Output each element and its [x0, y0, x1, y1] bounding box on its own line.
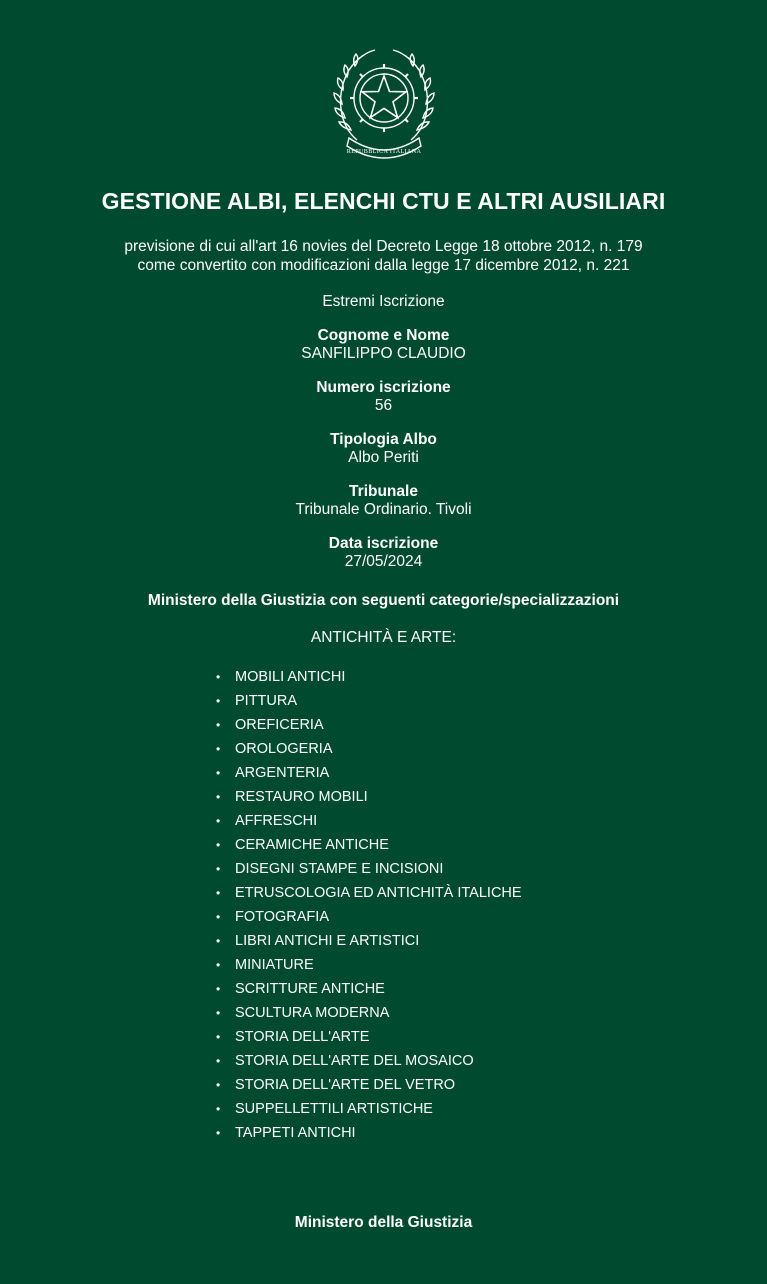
bullet-icon: •	[216, 1054, 221, 1068]
list-item	[216, 881, 716, 905]
bullet-icon: •	[216, 1030, 221, 1044]
list-item	[216, 929, 716, 953]
svg-text:REPUBBLICA ITALIANA: REPUBBLICA ITALIANA	[346, 148, 421, 155]
list-item-label: ARGENTERIA	[235, 765, 330, 781]
bullet-icon: •	[216, 1006, 221, 1020]
list-item-label: MOBILI ANTICHI	[235, 669, 346, 685]
field-label: Numero iscrizione	[316, 379, 451, 396]
list-item	[216, 977, 716, 1001]
field-value: SANFILIPPO CLAUDIO	[301, 345, 466, 362]
list-item	[216, 785, 716, 809]
footer-ministero: Ministero della Giustizia	[294, 1214, 473, 1231]
field-label: Tipologia Albo	[330, 431, 437, 448]
list-item-label: FOTOGRAFIA	[235, 909, 329, 925]
field-value: Tribunale Ordinario. Tivoli	[295, 501, 472, 518]
list-item	[216, 689, 716, 713]
bullet-icon: •	[216, 742, 221, 756]
list-item	[216, 833, 716, 857]
bullet-icon: •	[216, 766, 221, 780]
list-item-label: SUPPELLETTILI ARTISTICHE	[235, 1101, 433, 1117]
list-item-label: SCRITTURE ANTICHE	[235, 981, 385, 997]
list-item	[216, 665, 716, 689]
list-item-label: AFFRESCHI	[235, 813, 318, 829]
bullet-icon: •	[216, 934, 221, 948]
categories-heading: Ministero della Giustizia con seguenti categorie/specializzazioni	[147, 592, 620, 609]
bullet-icon: •	[216, 814, 221, 828]
list-item	[216, 1097, 716, 1121]
list-item-label: STORIA DELL'ARTE	[235, 1029, 370, 1045]
list-item	[216, 1121, 716, 1145]
list-item-label: ETRUSCOLOGIA ED ANTICHITÀ ITALICHE	[235, 885, 522, 901]
field-data-iscrizione	[0, 535, 767, 571]
list-item-label: STORIA DELL'ARTE DEL VETRO	[235, 1077, 456, 1093]
list-item-label: SCULTURA MODERNA	[235, 1005, 390, 1021]
list-item	[216, 1001, 716, 1025]
list-item-label: CERAMICHE ANTICHE	[235, 837, 389, 853]
list-item-label: STORIA DELL'ARTE DEL MOSAICO	[235, 1053, 474, 1069]
field-tribunale	[0, 483, 767, 519]
bullet-icon: •	[216, 862, 221, 876]
bullet-icon: •	[216, 982, 221, 996]
field-value: 27/05/2024	[344, 553, 423, 570]
list-item-label: TAPPETI ANTICHI	[235, 1125, 356, 1141]
list-item-label: OREFICERIA	[235, 717, 324, 733]
bullet-icon: •	[216, 670, 221, 684]
legal-reference-line-2: come convertito con modificazioni dalla legge 17 dicembre 2012, n. 221	[137, 257, 630, 274]
specializations-list	[216, 665, 716, 1145]
field-label: Data iscrizione	[328, 535, 439, 552]
field-label: Tribunale	[349, 483, 418, 500]
bullet-icon: •	[216, 838, 221, 852]
page	[0, 40, 767, 1284]
field-label: Cognome e Nome	[317, 327, 450, 344]
bullet-icon: •	[216, 694, 221, 708]
field-cognome-nome	[0, 327, 767, 363]
bullet-icon: •	[216, 886, 221, 900]
field-value: Albo Periti	[348, 449, 419, 466]
list-item-label: PITTURA	[235, 693, 298, 709]
list-item	[216, 953, 716, 977]
list-item-label: DISEGNI STAMPE E INCISIONI	[235, 861, 444, 877]
field-value: 56	[374, 397, 393, 414]
list-item	[216, 809, 716, 833]
legal-reference-line-1: previsione di cui all'art 16 novies del Decreto Legge 18 ottobre 2012, n. 179	[124, 238, 643, 255]
list-item-label: LIBRI ANTICHI E ARTISTICI	[235, 933, 420, 949]
field-tipologia-albo	[0, 431, 767, 467]
list-item	[216, 1025, 716, 1049]
bullet-icon: •	[216, 1102, 221, 1116]
list-item	[216, 1049, 716, 1073]
list-item-label: RESTAURO MOBILI	[235, 789, 368, 805]
list-item	[216, 761, 716, 785]
bullet-icon: •	[216, 718, 221, 732]
list-item	[216, 713, 716, 737]
page-title: GESTIONE ALBI, ELENCHI CTU E ALTRI AUSILIARI	[101, 188, 666, 214]
field-numero-iscrizione	[0, 379, 767, 415]
bullet-icon: •	[216, 910, 221, 924]
repubblica-italiana-emblem	[329, 40, 439, 164]
list-item	[216, 1073, 716, 1097]
bullet-icon: •	[216, 1078, 221, 1092]
bullet-icon: •	[216, 1126, 221, 1140]
list-item	[216, 857, 716, 881]
category-title: ANTICHITÀ E ARTE:	[310, 629, 457, 646]
bullet-icon: •	[216, 790, 221, 804]
section-label: Estremi Iscrizione	[322, 293, 445, 310]
legal-reference	[0, 237, 767, 275]
list-item	[216, 905, 716, 929]
list-item-label: OROLOGERIA	[235, 741, 333, 757]
list-item	[216, 737, 716, 761]
bullet-icon: •	[216, 958, 221, 972]
list-item-label: MINIATURE	[235, 957, 314, 973]
